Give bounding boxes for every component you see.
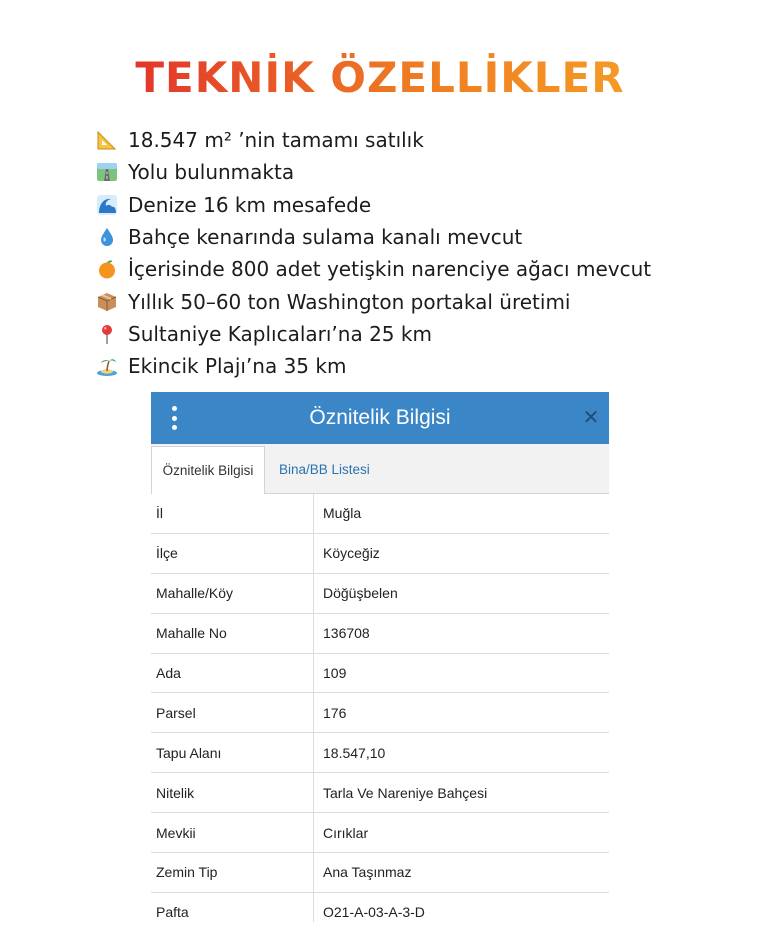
- feature-item: [96, 124, 651, 156]
- island-icon: [96, 355, 118, 377]
- feature-item: [96, 350, 651, 382]
- table-row: [151, 733, 609, 773]
- vertical-dots-icon[interactable]: [169, 406, 179, 430]
- row-value: 176: [314, 693, 610, 733]
- attribute-panel: [151, 392, 609, 922]
- feature-item: [96, 253, 651, 285]
- feature-text: Bahçe kenarında sulama kanalı mevcut: [128, 225, 523, 250]
- table-row: [151, 653, 609, 693]
- attribute-table: [151, 494, 609, 922]
- row-key: Mahalle/Köy: [151, 573, 314, 613]
- row-value: Tarla Ve Nareniye Bahçesi: [314, 773, 610, 813]
- table-row: [151, 892, 609, 922]
- row-value: Döğüşbelen: [314, 573, 610, 613]
- row-value: Ana Taşınmaz: [314, 853, 610, 893]
- table-row: [151, 813, 609, 853]
- wave-icon: [96, 194, 118, 216]
- package-icon: [96, 291, 118, 313]
- row-key: İl: [151, 494, 314, 533]
- feature-text: 18.547 m² ’nin tamamı satılık: [128, 128, 424, 153]
- row-key: Tapu Alanı: [151, 733, 314, 773]
- tab-bar: [151, 444, 609, 494]
- table-row: [151, 573, 609, 613]
- feature-text: İçerisinde 800 adet yetişkin narenciye ağacı mevcut: [128, 257, 652, 282]
- row-value: Cırıklar: [314, 813, 610, 853]
- table-row: [151, 533, 609, 573]
- page-title-text: TEKNİK ÖZELLİKLER: [135, 53, 625, 102]
- row-key: Mevkii: [151, 813, 314, 853]
- road-icon: [96, 161, 118, 183]
- table-row: [151, 494, 609, 533]
- round-pushpin-icon: [96, 323, 118, 345]
- tab-bina-bb-listesi[interactable]: Bina/BB Listesi: [279, 462, 370, 477]
- feature-text: Ekincik Plajı’na 35 km: [128, 354, 347, 379]
- feature-text: Yolu bulunmakta: [128, 160, 295, 185]
- feature-item: [96, 221, 651, 253]
- row-key: Nitelik: [151, 773, 314, 813]
- panel-title: Öznitelik Bilgisi: [309, 406, 451, 429]
- panel-header: [151, 392, 609, 444]
- row-value: Köyceğiz: [314, 533, 610, 573]
- row-value: 109: [314, 653, 610, 693]
- table-row: [151, 773, 609, 813]
- table-row: [151, 853, 609, 893]
- feature-list: [96, 124, 651, 382]
- feature-text: Sultaniye Kaplıcaları’na 25 km: [128, 321, 432, 346]
- feature-item: [96, 156, 651, 188]
- feature-text: Denize 16 km mesafede: [128, 192, 372, 217]
- tab-oznitelik-bilgisi[interactable]: Öznitelik Bilgisi: [151, 446, 265, 494]
- feature-item: [96, 189, 651, 221]
- row-key: İlçe: [151, 533, 314, 573]
- table-row: [151, 613, 609, 653]
- feature-item: [96, 285, 651, 317]
- row-key: Parsel: [151, 693, 314, 733]
- row-key: Mahalle No: [151, 613, 314, 653]
- orange-fruit-icon: [96, 258, 118, 280]
- row-value: O21-A-03-A-3-D: [314, 892, 610, 922]
- row-value: Muğla: [314, 494, 610, 533]
- feature-item: [96, 318, 651, 350]
- row-value: 18.547,10: [314, 733, 610, 773]
- page-title: [0, 48, 760, 108]
- triangular-ruler-icon: [96, 129, 118, 151]
- row-key: Pafta: [151, 892, 314, 922]
- feature-text: Yıllık 50–60 ton Washington portakal üretimi: [128, 289, 571, 314]
- close-icon[interactable]: ✕: [582, 405, 600, 429]
- row-key: Zemin Tip: [151, 853, 314, 893]
- table-row: [151, 693, 609, 733]
- row-value: 136708: [314, 613, 610, 653]
- droplet-icon: [96, 226, 118, 248]
- row-key: Ada: [151, 653, 314, 693]
